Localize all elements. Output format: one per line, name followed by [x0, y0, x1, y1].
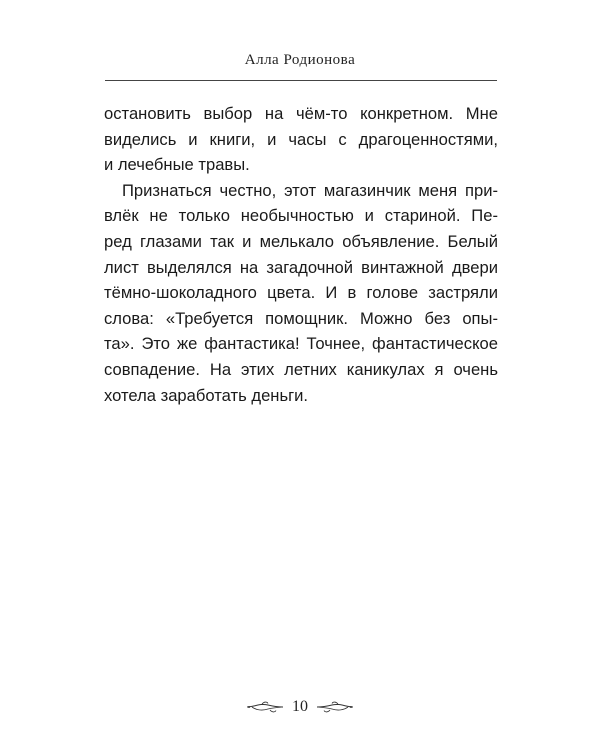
- text-line: влёк не только необычностью и стариной. Пе-: [104, 206, 498, 226]
- page-footer: [0, 698, 600, 716]
- flourish-left-icon: [246, 700, 284, 714]
- body-text: [104, 101, 498, 408]
- text-line: Признаться честно, этот магазинчик меня при-: [122, 180, 498, 200]
- flourish-right-icon: [316, 700, 354, 714]
- text-line: остановить выбор на чём-то конкретном. Мне: [104, 104, 498, 123]
- text-line: совпадение. На этих летних каникулах я очень: [104, 359, 498, 379]
- text-line: виделись и книги, и часы с драгоценностями,: [104, 129, 498, 149]
- text-line: тёмно-шоколадного цвета. И в голове застряли: [104, 283, 498, 303]
- text-line: хотела заработать деньги.: [104, 385, 309, 405]
- text-line: слова: «Требуется помощник. Можно без опы-: [104, 308, 498, 328]
- text-line: та». Это же фантастика! Точнее, фантастическое: [104, 334, 498, 354]
- running-header-author: Алла Родионова: [244, 52, 356, 68]
- text-line: и лечебные травы.: [104, 155, 250, 175]
- page-number: 10: [292, 698, 308, 715]
- text-line: лист выделялся на загадочной винтажной двери: [104, 257, 498, 277]
- text-line: ред глазами так и мелькало объявление. Белый: [104, 231, 498, 251]
- header-divider: [105, 80, 497, 81]
